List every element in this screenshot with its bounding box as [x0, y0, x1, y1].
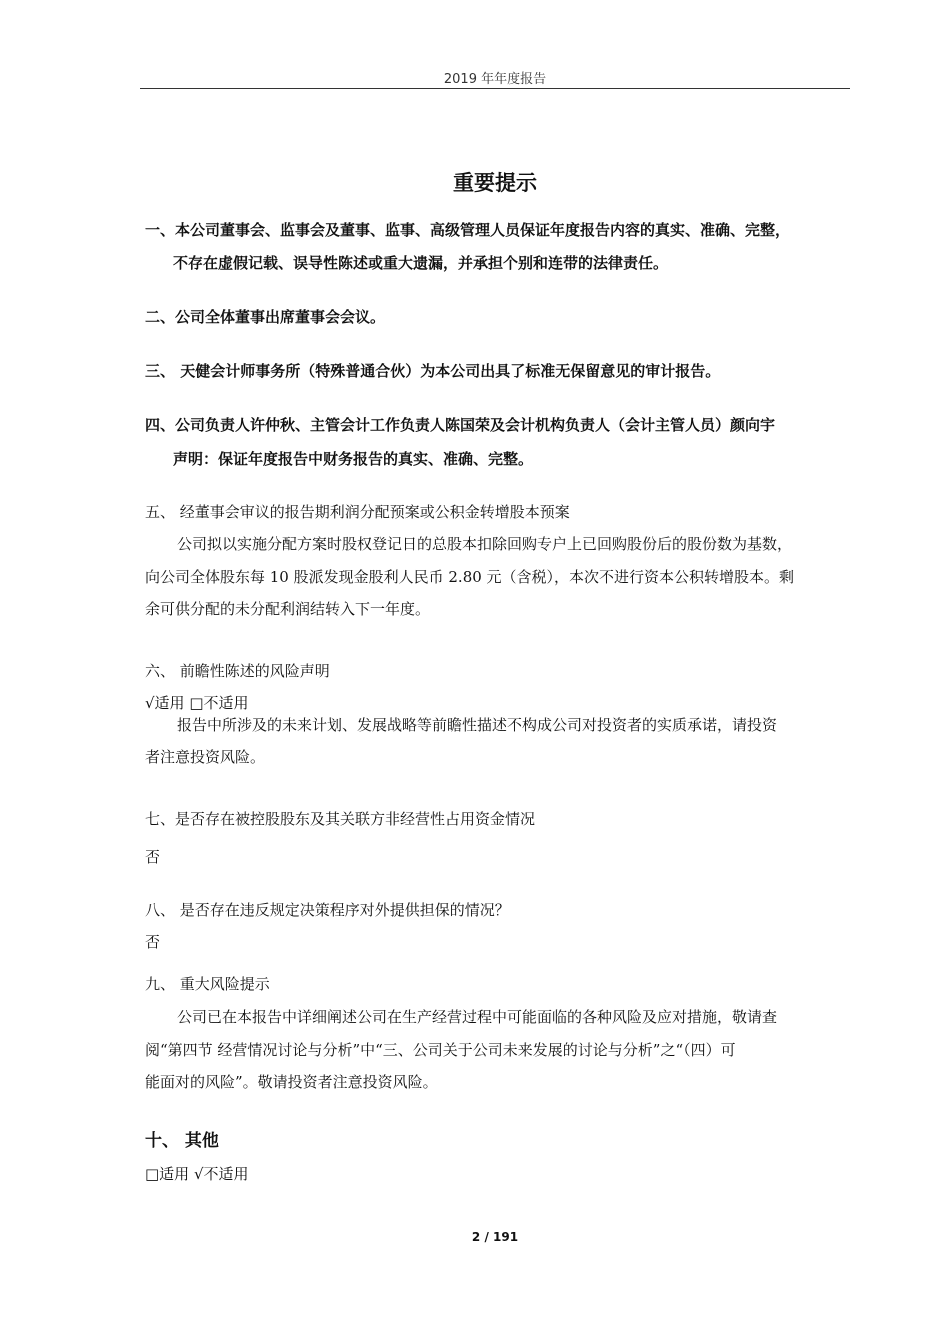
section-6-para-1: 报告中所涉及的未来计划、发展战略等前瞻性描述不构成公司对投资者的实质承诺，请投资: [177, 716, 778, 734]
page-title: 重要提示: [453, 171, 537, 195]
section-1-line-1: 一、本公司董事会、监事会及董事、监事、高级管理人员保证年度报告内容的真实、准确、完整，: [145, 221, 791, 239]
section-9-para-3: 能面对的风险”。敬请投资者注意投资风险。: [145, 1073, 438, 1091]
section-5-para-2: 向公司全体股东每 10 股派发现金股利人民币 2.80 元（含税），本次不进行资本公积转增股本。剩: [145, 568, 795, 586]
header-rule: [140, 88, 850, 89]
section-6-para-2: 者注意投资风险。: [145, 748, 266, 766]
section-9-para-1: 公司已在本报告中详细阐述公司在生产经营过程中可能面临的各种风险及应对措施，敬请查: [177, 1008, 778, 1026]
section-6-option: √适用 □不适用: [145, 694, 249, 712]
section-5-para-3: 余可供分配的未分配利润结转入下一年度。: [145, 600, 431, 618]
section-5-para-1: 公司拟以实施分配方案时股权登记日的总股本扣除回购专户上已回购股份后的股份数为基数，: [177, 535, 793, 553]
section-9-heading: 九、 重大风险提示: [145, 975, 270, 993]
section-1-line-2: 不存在虚假记载、误导性陈述或重大遗漏，并承担个别和连带的法律责任。: [173, 254, 669, 272]
section-7-answer: 否: [145, 848, 161, 866]
section-8-answer: 否: [145, 933, 161, 951]
section-10-heading: 十、 其他: [145, 1131, 219, 1151]
section-3-line-1: 三、 天健会计师事务所（特殊普通合伙）为本公司出具了标准无保留意见的审计报告。: [145, 362, 721, 380]
page-number: 2 / 191: [471, 1230, 519, 1244]
page-header: 2019 年年度报告: [443, 72, 547, 87]
section-8-heading: 八、 是否存在违反规定决策程序对外提供担保的情况？: [145, 901, 510, 919]
section-4-line-1: 四、公司负责人许仲秋、主管会计工作负责人陈国荣及会计机构负责人（会计主管人员）颜向宇: [145, 416, 776, 434]
section-9-para-2: 阅“第四节 经营情况讨论与分析”中“三、公司关于公司未来发展的讨论与分析”之“（四）可: [145, 1041, 736, 1059]
section-4-line-2: 声明：保证年度报告中财务报告的真实、准确、完整。: [173, 450, 534, 468]
section-2-line-1: 二、公司全体董事出席董事会会议。: [145, 308, 386, 326]
section-7-heading: 七、是否存在被控股股东及其关联方非经营性占用资金情况: [145, 810, 536, 828]
section-6-heading: 六、 前瞻性陈述的风险声明: [145, 662, 330, 680]
section-10-option: □适用 √不适用: [145, 1165, 249, 1183]
section-5-heading: 五、 经董事会审议的报告期利润分配预案或公积金转增股本预案: [145, 503, 570, 521]
